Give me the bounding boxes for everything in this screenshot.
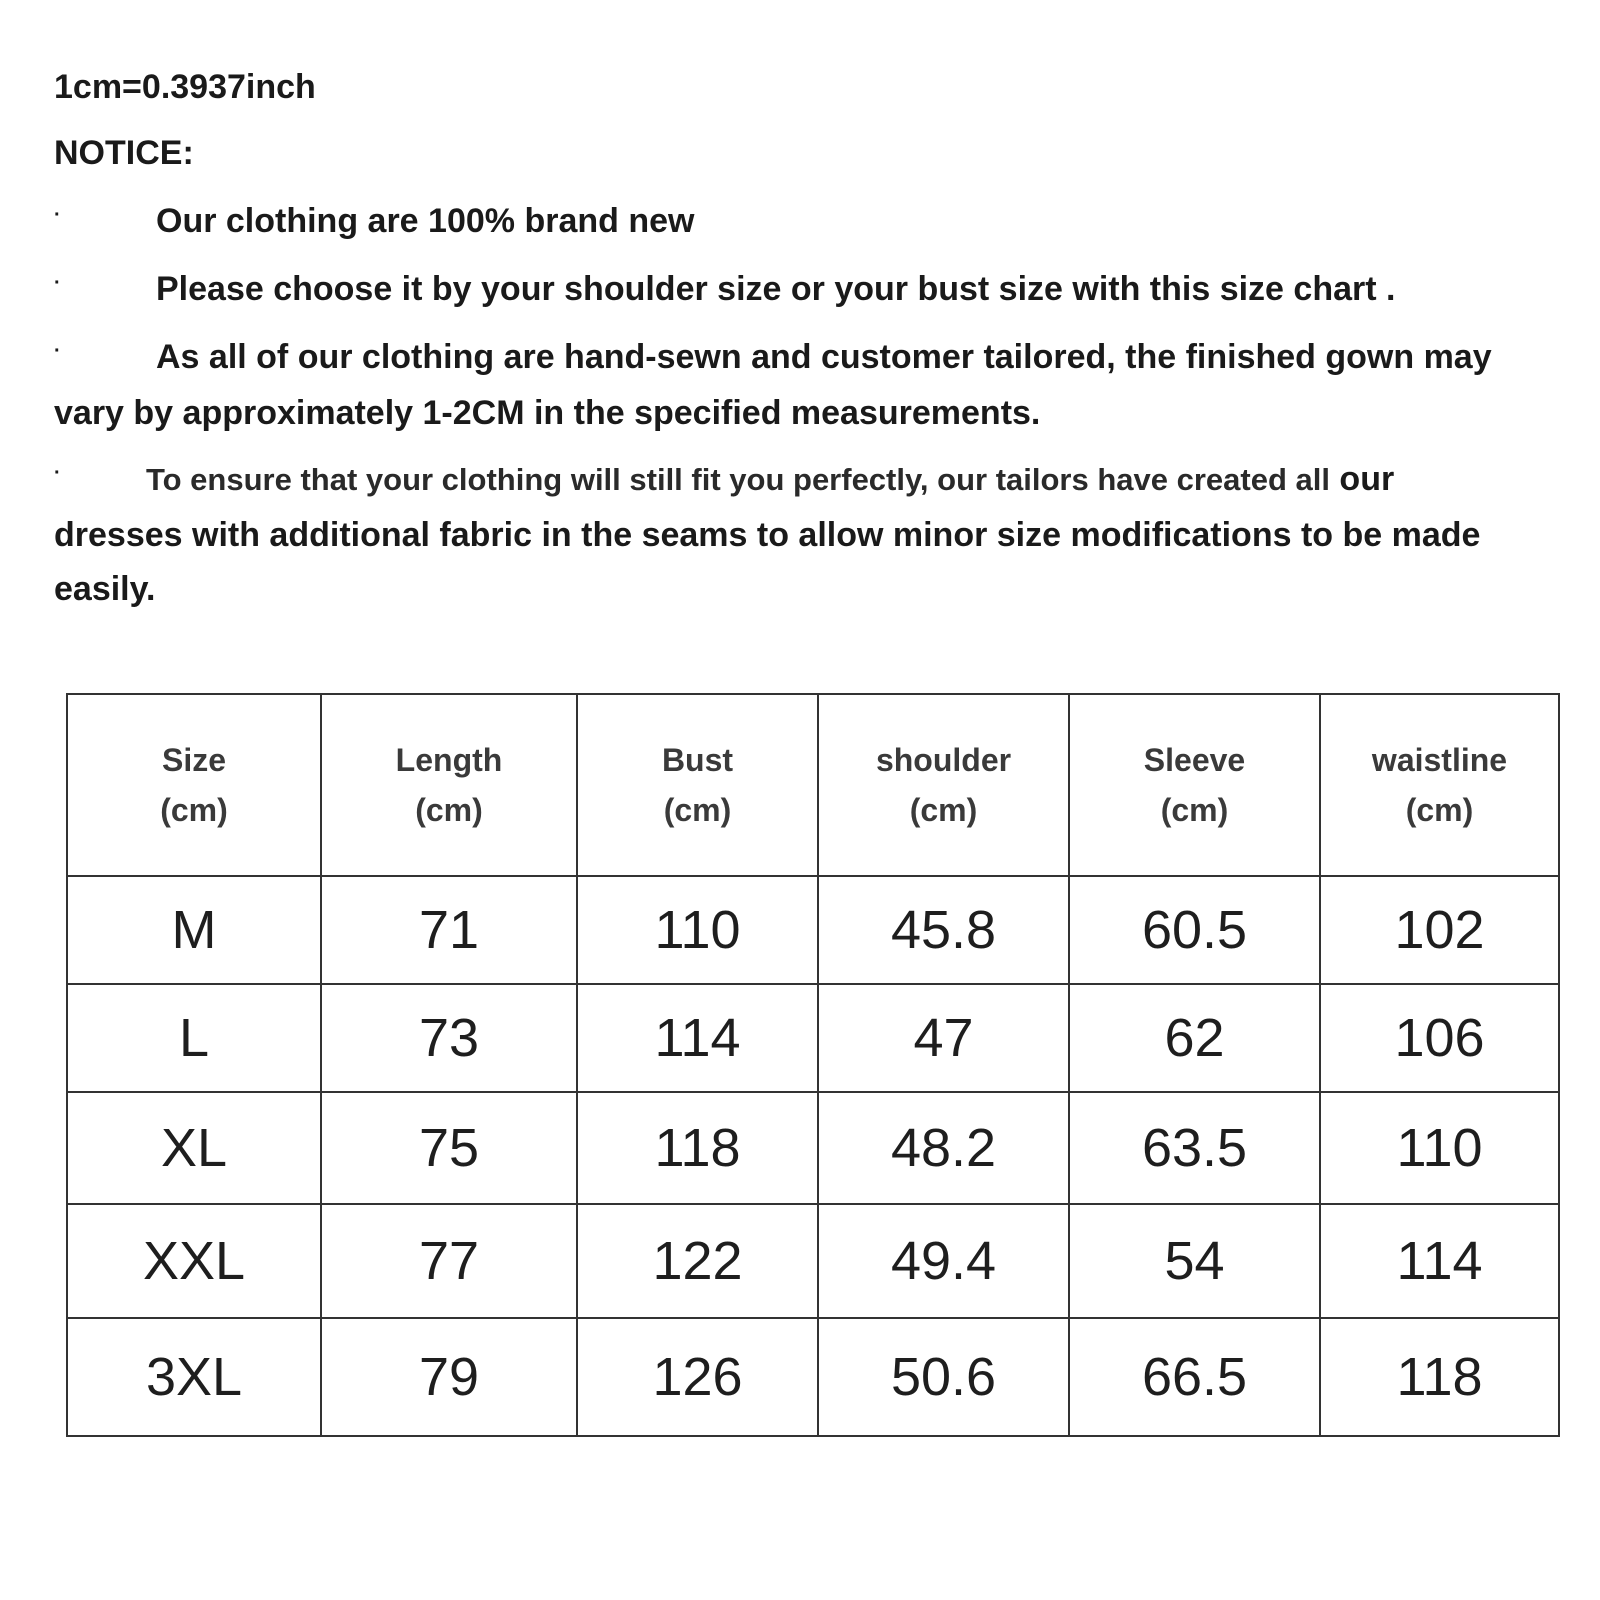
table-cell: 48.2 — [818, 1092, 1069, 1204]
table-cell: M — [67, 876, 321, 984]
bullet-dot-icon: · — [54, 462, 61, 485]
notice-item-text-rest: our dresses with additional fabric in the seams to allow minor size modifications to be made easily. — [54, 460, 1481, 609]
column-header-shoulder: shoulder (cm) — [818, 694, 1069, 876]
notice-item-text: Please choose it by your shoulder size or your bust size with this size chart . — [156, 270, 1396, 309]
table-cell: XL — [67, 1092, 321, 1204]
column-header-waistline: waistline (cm) — [1320, 694, 1559, 876]
table-header-row — [67, 694, 1559, 876]
size-chart-table — [66, 693, 1560, 1437]
notice-item — [54, 262, 1514, 318]
table-cell: 122 — [577, 1204, 818, 1318]
notice-item-text-lead: To ensure that your clothing will still fit you perfectly, our tailors have created all — [146, 462, 1330, 498]
table-cell: 118 — [577, 1092, 818, 1204]
bullet-dot-icon: · — [54, 272, 61, 295]
notice-heading: NOTICE: — [54, 134, 194, 172]
table-cell: 49.4 — [818, 1204, 1069, 1318]
table-row — [67, 876, 1559, 984]
table-cell: 60.5 — [1069, 876, 1320, 984]
table-cell: 73 — [321, 984, 577, 1092]
table-cell: L — [67, 984, 321, 1092]
table-cell: 79 — [321, 1318, 577, 1436]
table-cell: 114 — [1320, 1204, 1559, 1318]
table-row — [67, 1318, 1559, 1436]
table-cell: 77 — [321, 1204, 577, 1318]
notice-section — [54, 60, 1514, 628]
table-cell: 50.6 — [818, 1318, 1069, 1436]
table-cell: 75 — [321, 1092, 577, 1204]
table-cell: 102 — [1320, 876, 1559, 984]
column-header-bust: Bust (cm) — [577, 694, 818, 876]
table-row — [67, 1204, 1559, 1318]
notice-item — [54, 330, 1514, 440]
column-header-sleeve: Sleeve (cm) — [1069, 694, 1320, 876]
table-cell: 114 — [577, 984, 818, 1092]
table-cell: XXL — [67, 1204, 321, 1318]
notice-item-text: Our clothing are 100% brand new — [156, 202, 695, 240]
table-cell: 110 — [1320, 1092, 1559, 1204]
table-row — [67, 984, 1559, 1092]
table-cell: 126 — [577, 1318, 818, 1436]
table-cell: 71 — [321, 876, 577, 984]
notice-item-text: As all of our clothing are hand-sewn and customer tailored, the finished gown may vary by approximately 1-2CM in the specified measurements. — [54, 338, 1492, 433]
table-cell: 3XL — [67, 1318, 321, 1436]
table-cell: 110 — [577, 876, 818, 984]
table-cell: 106 — [1320, 984, 1559, 1092]
table-cell: 63.5 — [1069, 1092, 1320, 1204]
column-header-size: Size (cm) — [67, 694, 321, 876]
table-cell: 118 — [1320, 1318, 1559, 1436]
table-cell: 66.5 — [1069, 1318, 1320, 1436]
table-cell: 62 — [1069, 984, 1320, 1092]
table-row — [67, 1092, 1559, 1204]
bullet-dot-icon: · — [54, 204, 61, 227]
table-cell: 54 — [1069, 1204, 1320, 1318]
bullet-dot-icon: · — [54, 340, 61, 363]
table-cell: 45.8 — [818, 876, 1069, 984]
notice-item — [54, 452, 1514, 616]
column-header-length: Length (cm) — [321, 694, 577, 876]
table-cell: 47 — [818, 984, 1069, 1092]
notice-item — [54, 194, 1514, 250]
conversion-note: 1cm=0.3937inch — [54, 68, 316, 106]
